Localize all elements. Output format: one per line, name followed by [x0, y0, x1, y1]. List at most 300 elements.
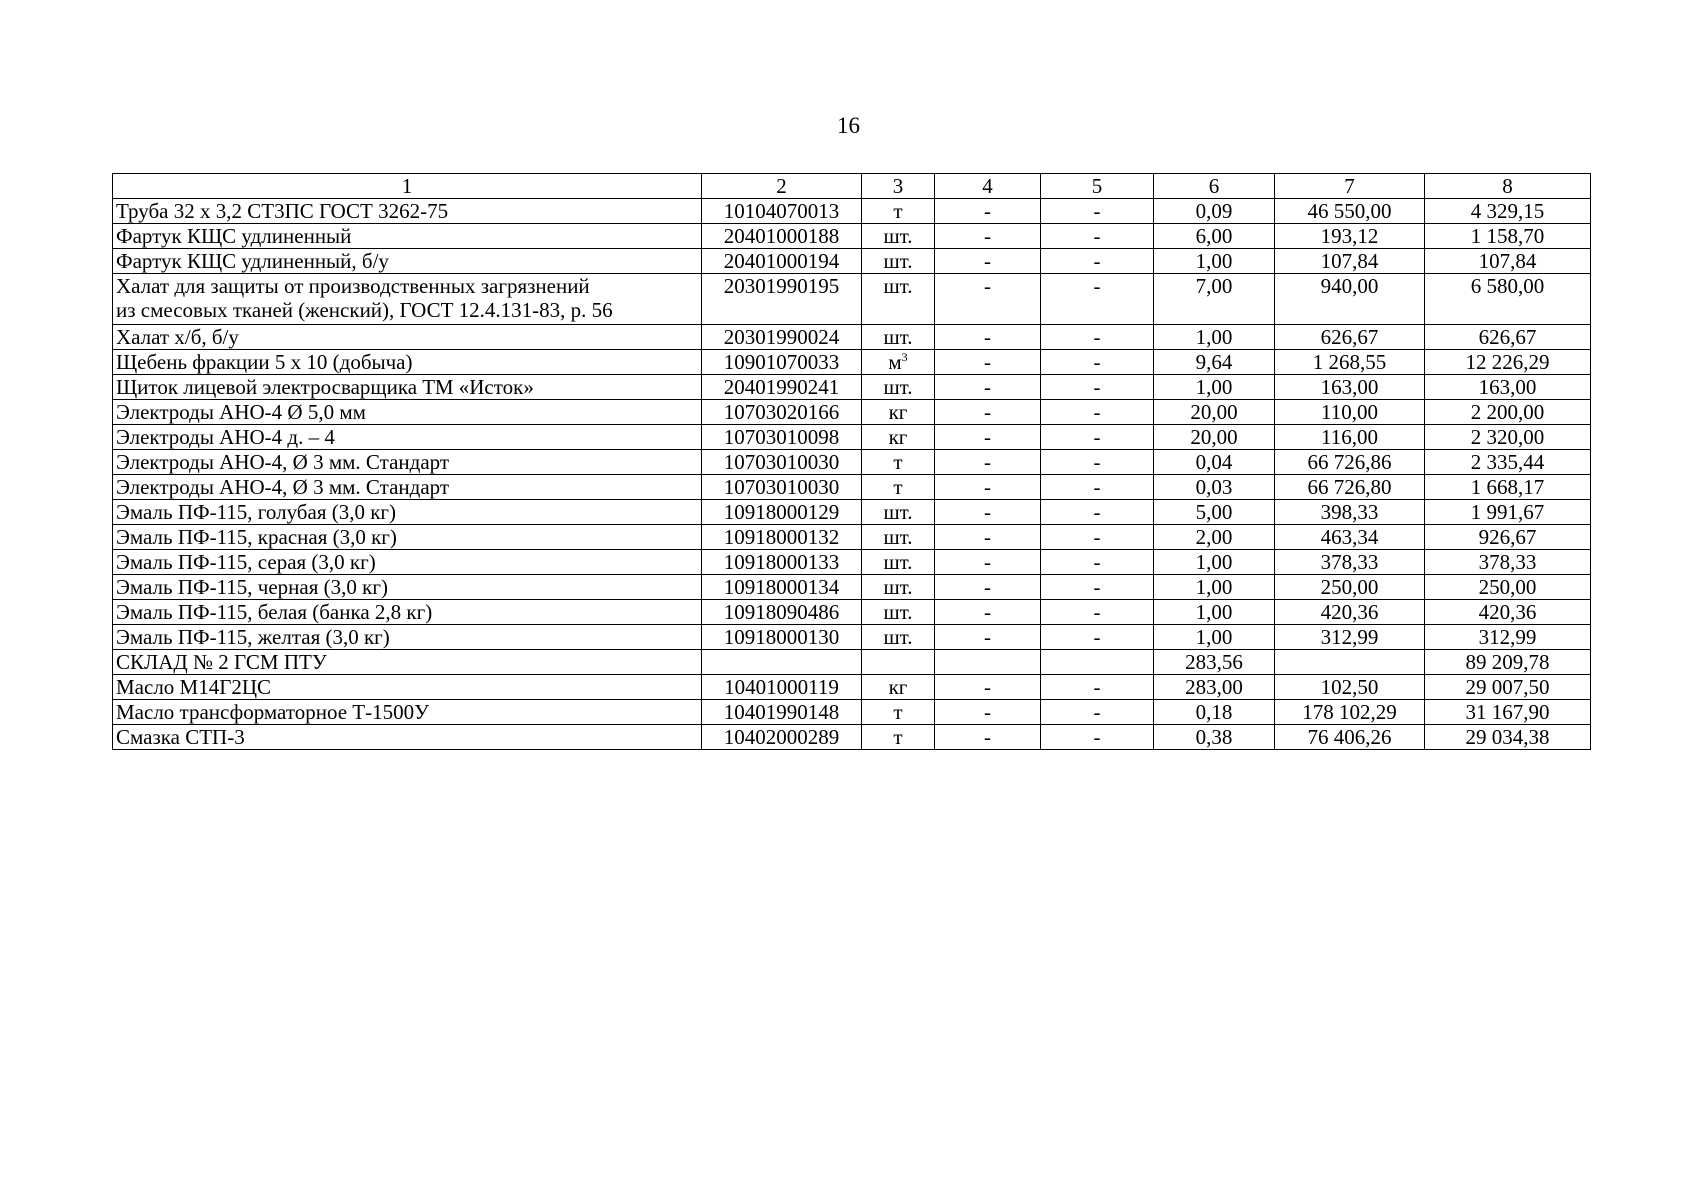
quantity-value: 9,64: [1195, 350, 1233, 374]
unit-cell: [862, 224, 935, 249]
sum-value: 12 226,29: [1465, 350, 1550, 374]
column-4-value: -: [984, 700, 991, 724]
column-5-cell: [1041, 650, 1154, 675]
column-4-value: -: [984, 600, 991, 624]
price-cell: [1275, 600, 1425, 625]
item-name: СКЛАД № 2 ГСМ ПТУ: [116, 650, 327, 674]
price-cell: [1275, 650, 1425, 675]
unit-cell: [862, 450, 935, 475]
item-code-cell: [702, 274, 862, 325]
price-cell: [1275, 450, 1425, 475]
price-cell: [1275, 725, 1425, 750]
quantity-cell: [1154, 400, 1275, 425]
column-4-cell: [935, 400, 1041, 425]
sum-cell: [1425, 525, 1591, 550]
column-4-value: -: [984, 575, 991, 599]
unit-cell: [862, 325, 935, 350]
unit-value: шт.: [883, 550, 913, 574]
column-4-cell: [935, 700, 1041, 725]
quantity-cell: [1154, 500, 1275, 525]
column-5-value: -: [1093, 475, 1101, 499]
sum-cell: [1425, 500, 1591, 525]
sum-value: 1 668,17: [1470, 475, 1545, 499]
column-5-cell: [1041, 575, 1154, 600]
column-4-cell: [935, 525, 1041, 550]
quantity-cell: [1154, 224, 1275, 249]
column-5-value: -: [1093, 625, 1101, 649]
unit-value: шт.: [883, 500, 913, 524]
unit-value: шт.: [883, 224, 913, 248]
quantity-value: 0,18: [1195, 700, 1233, 724]
column-4-cell: [935, 425, 1041, 450]
item-code-value: 10703010098: [723, 425, 840, 449]
column-5-value: -: [1093, 450, 1101, 474]
column-4-value: -: [984, 375, 991, 399]
sum-cell: [1425, 475, 1591, 500]
item-code-cell: [702, 550, 862, 575]
column-5-cell: [1041, 350, 1154, 375]
column-4-value: -: [984, 475, 991, 499]
quantity-cell: [1154, 525, 1275, 550]
sum-value: 29 007,50: [1465, 675, 1550, 699]
unit-superscript: 3: [901, 350, 908, 364]
column-5-cell: [1041, 249, 1154, 274]
column-5-value: -: [1093, 325, 1101, 349]
item-code-value: 20301990024: [723, 325, 840, 349]
item-name-cell: [113, 675, 702, 700]
column-5-value: -: [1093, 425, 1101, 449]
column-5-value: -: [1093, 224, 1101, 248]
unit-value: шт.: [883, 600, 913, 624]
unit-value: шт.: [883, 325, 913, 349]
table-body: [113, 199, 1591, 750]
item-name: Смазка СТП-3: [116, 725, 245, 749]
price-value: 116,00: [1321, 425, 1378, 449]
item-code-value: 10703020166: [723, 400, 840, 424]
item-name-cell: [113, 425, 702, 450]
column-header: 3: [862, 174, 935, 199]
column-5-cell: [1041, 625, 1154, 650]
price-value: 178 102,29: [1302, 700, 1397, 724]
sum-value: 2 335,44: [1470, 450, 1545, 474]
sum-cell: [1425, 700, 1591, 725]
sum-cell: [1425, 625, 1591, 650]
column-5-cell: [1041, 475, 1154, 500]
quantity-cell: [1154, 650, 1275, 675]
column-4-cell: [935, 475, 1041, 500]
quantity-value: 1,00: [1195, 600, 1233, 624]
column-5-cell: [1041, 450, 1154, 475]
unit-cell: [862, 550, 935, 575]
sum-cell: [1425, 725, 1591, 750]
price-value: 102,50: [1320, 675, 1379, 699]
price-value: 66 726,86: [1307, 450, 1392, 474]
sum-value: 1 991,67: [1470, 500, 1545, 524]
column-5-value: -: [1093, 249, 1101, 273]
column-5-cell: [1041, 325, 1154, 350]
item-code-value: 10703010030: [723, 450, 840, 474]
unit-value: шт.: [883, 249, 913, 273]
column-4-value: -: [984, 625, 991, 649]
item-code-value: 10918000133: [723, 550, 840, 574]
item-code-value: 20301990195: [723, 274, 840, 298]
unit-value: т: [893, 700, 903, 724]
quantity-cell: [1154, 475, 1275, 500]
unit-cell: [862, 725, 935, 750]
sum-value: 312,99: [1478, 625, 1537, 649]
item-name: Эмаль ПФ-115, черная (3,0 кг): [116, 575, 388, 599]
sum-cell: [1425, 249, 1591, 274]
unit-cell: [862, 500, 935, 525]
table-row: [113, 350, 1591, 375]
price-value: 1 268,55: [1312, 350, 1387, 374]
quantity-value: 0,03: [1195, 475, 1233, 499]
item-name: Халат х/б, б/у: [116, 325, 239, 349]
unit-value: шт.: [883, 525, 913, 549]
quantity-value: 2,00: [1195, 525, 1233, 549]
unit-cell: [862, 625, 935, 650]
unit-value: т: [893, 199, 903, 223]
item-name-cell: [113, 600, 702, 625]
price-cell: [1275, 675, 1425, 700]
column-5-value: -: [1093, 600, 1101, 624]
item-name-cell: [113, 274, 702, 325]
column-4-cell: [935, 249, 1041, 274]
sum-cell: [1425, 375, 1591, 400]
column-4-value: -: [984, 525, 991, 549]
quantity-value: 283,00: [1185, 675, 1243, 699]
item-code-cell: [702, 525, 862, 550]
price-cell: [1275, 500, 1425, 525]
sum-cell: [1425, 575, 1591, 600]
inventory-table: [112, 173, 1591, 750]
quantity-value: 0,04: [1195, 450, 1233, 474]
item-name-cell: [113, 325, 702, 350]
column-4-cell: [935, 375, 1041, 400]
price-value: 626,67: [1320, 325, 1379, 349]
column-4-cell: [935, 325, 1041, 350]
price-cell: [1275, 350, 1425, 375]
item-code-value: 10918000134: [723, 575, 840, 599]
column-4-value: -: [984, 675, 991, 699]
column-5-cell: [1041, 274, 1154, 325]
item-name: Труба 32 х 3,2 СТ3ПС ГОСТ 3262-75: [116, 199, 449, 223]
column-4-cell: [935, 550, 1041, 575]
column-5-value: -: [1093, 199, 1101, 223]
item-code-value: 20401000194: [723, 249, 840, 273]
column-4-cell: [935, 575, 1041, 600]
unit-cell: [862, 400, 935, 425]
price-cell: [1275, 625, 1425, 650]
column-4-value: -: [984, 325, 991, 349]
unit-cell: [862, 350, 935, 375]
item-name-cell: [113, 625, 702, 650]
column-number-row: [113, 174, 1591, 199]
price-cell: [1275, 525, 1425, 550]
item-name: Халат для защиты от производственных загрязнений: [116, 274, 590, 298]
table-row: [113, 625, 1591, 650]
item-code-value: 20401000188: [723, 224, 840, 248]
quantity-value: 1,00: [1195, 550, 1233, 574]
unit-cell: [862, 675, 935, 700]
price-value: 312,99: [1320, 625, 1379, 649]
quantity-cell: [1154, 375, 1275, 400]
column-4-value: -: [984, 224, 991, 248]
item-code-cell: [702, 224, 862, 249]
table-row: [113, 325, 1591, 350]
column-4-value: -: [984, 350, 991, 374]
sum-value: 163,00: [1478, 375, 1537, 399]
column-header: 4: [935, 174, 1041, 199]
column-5-cell: [1041, 600, 1154, 625]
column-4-value: -: [984, 550, 991, 574]
item-name-cell: [113, 525, 702, 550]
quantity-cell: [1154, 450, 1275, 475]
item-code-cell: [702, 475, 862, 500]
sum-value: 4 329,15: [1470, 199, 1545, 223]
price-value: 378,33: [1320, 550, 1379, 574]
price-value: 76 406,26: [1307, 725, 1392, 749]
unit-cell: [862, 600, 935, 625]
price-cell: [1275, 249, 1425, 274]
item-code-cell: [702, 425, 862, 450]
sum-value: 250,00: [1478, 575, 1537, 599]
sum-value: 107,84: [1478, 249, 1537, 273]
table-row: [113, 375, 1591, 400]
table-row: [113, 249, 1591, 274]
column-5-value: -: [1093, 500, 1101, 524]
column-4-value: -: [984, 425, 991, 449]
sum-value: 1 158,70: [1470, 224, 1545, 248]
unit-value: т: [893, 725, 903, 749]
table-row: [113, 675, 1591, 700]
price-cell: [1275, 375, 1425, 400]
unit-value: кг: [888, 400, 908, 424]
column-5-value: -: [1093, 350, 1101, 374]
item-code-cell: [702, 650, 862, 675]
sum-value: 89 209,78: [1465, 650, 1550, 674]
column-4-cell: [935, 199, 1041, 224]
item-name-cell: [113, 350, 702, 375]
column-4-cell: [935, 675, 1041, 700]
table-row: [113, 400, 1591, 425]
column-5-cell: [1041, 199, 1154, 224]
quantity-cell: [1154, 700, 1275, 725]
item-code-cell: [702, 575, 862, 600]
unit-cell: [862, 475, 935, 500]
price-value: 107,84: [1320, 249, 1379, 273]
price-cell: [1275, 224, 1425, 249]
table-row: [113, 450, 1591, 475]
sum-cell: [1425, 675, 1591, 700]
column-5-cell: [1041, 700, 1154, 725]
item-code-cell: [702, 450, 862, 475]
quantity-value: 283,56: [1185, 650, 1243, 674]
item-name: Эмаль ПФ-115, белая (банка 2,8 кг): [116, 600, 433, 624]
column-4-cell: [935, 500, 1041, 525]
quantity-cell: [1154, 675, 1275, 700]
table-row: [113, 650, 1591, 675]
quantity-value: 6,00: [1195, 224, 1233, 248]
column-5-value: -: [1093, 575, 1101, 599]
item-code-cell: [702, 725, 862, 750]
sum-value: 2 200,00: [1470, 400, 1545, 424]
price-value: 463,34: [1320, 525, 1379, 549]
page-number: 16: [837, 113, 860, 138]
item-code-cell: [702, 350, 862, 375]
price-value: 940,00: [1320, 274, 1379, 298]
item-code-cell: [702, 675, 862, 700]
table-row: [113, 500, 1591, 525]
unit-value: шт.: [883, 375, 913, 399]
column-4-cell: [935, 350, 1041, 375]
quantity-cell: [1154, 274, 1275, 325]
column-4-value: -: [984, 400, 991, 424]
quantity-cell: [1154, 625, 1275, 650]
item-name-cell: [113, 475, 702, 500]
sum-value: 2 320,00: [1470, 425, 1545, 449]
price-value: 46 550,00: [1307, 199, 1392, 223]
column-4-cell: [935, 600, 1041, 625]
column-4-value: -: [984, 249, 991, 273]
column-header: 7: [1275, 174, 1425, 199]
price-value: 163,00: [1320, 375, 1379, 399]
column-5-cell: [1041, 550, 1154, 575]
unit-cell: [862, 425, 935, 450]
unit-value: шт.: [883, 274, 913, 298]
price-cell: [1275, 700, 1425, 725]
column-4-cell: [935, 725, 1041, 750]
table-row: [113, 725, 1591, 750]
quantity-value: 5,00: [1195, 500, 1233, 524]
item-code-cell: [702, 700, 862, 725]
column-header: 1: [113, 174, 702, 199]
item-code-cell: [702, 400, 862, 425]
item-code-cell: [702, 249, 862, 274]
item-code-cell: [702, 199, 862, 224]
table-row: [113, 224, 1591, 249]
table-row: [113, 550, 1591, 575]
sum-value: 420,36: [1478, 600, 1537, 624]
item-code-value: 10401990148: [723, 700, 840, 724]
unit-cell: [862, 375, 935, 400]
item-code-cell: [702, 500, 862, 525]
sum-value: 31 167,90: [1465, 700, 1550, 724]
item-name: Эмаль ПФ-115, голубая (3,0 кг): [116, 500, 397, 524]
table-row: [113, 425, 1591, 450]
item-code-value: 20401990241: [723, 375, 840, 399]
item-name-cell: [113, 575, 702, 600]
item-name: Масло М14Г2ЦС: [116, 675, 272, 699]
column-4-value: -: [984, 450, 991, 474]
item-name: Масло трансформаторное Т-1500У: [116, 700, 429, 724]
unit-value: кг: [888, 425, 908, 449]
column-5-value: -: [1093, 375, 1101, 399]
unit-value: м: [888, 350, 902, 374]
item-name: Эмаль ПФ-115, серая (3,0 кг): [116, 550, 376, 574]
item-name-cell: [113, 725, 702, 750]
item-name-cell: [113, 550, 702, 575]
column-4-value: -: [984, 500, 991, 524]
item-name-cell: [113, 224, 702, 249]
item-code-cell: [702, 325, 862, 350]
sum-cell: [1425, 224, 1591, 249]
quantity-cell: [1154, 725, 1275, 750]
sum-cell: [1425, 425, 1591, 450]
column-4-cell: [935, 650, 1041, 675]
table-row: [113, 575, 1591, 600]
price-cell: [1275, 400, 1425, 425]
column-5-value: -: [1093, 700, 1101, 724]
sum-cell: [1425, 199, 1591, 224]
item-name-cell: [113, 450, 702, 475]
sum-cell: [1425, 600, 1591, 625]
sum-cell: [1425, 400, 1591, 425]
item-name-cell: [113, 199, 702, 224]
price-cell: [1275, 550, 1425, 575]
unit-value: т: [893, 475, 903, 499]
item-name: из смесовых тканей (женский), ГОСТ 12.4.131-83, р. 56: [116, 298, 613, 322]
quantity-value: 1,00: [1195, 625, 1233, 649]
column-4-value: -: [984, 199, 991, 223]
quantity-value: 20,00: [1190, 425, 1238, 449]
item-name: Эмаль ПФ-115, красная (3,0 кг): [116, 525, 397, 549]
quantity-value: 0,38: [1195, 725, 1233, 749]
unit-value: шт.: [883, 575, 913, 599]
quantity-value: 1,00: [1195, 375, 1233, 399]
column-5-value: -: [1093, 725, 1101, 749]
quantity-cell: [1154, 425, 1275, 450]
item-name: Электроды АНО-4, Ø 3 мм. Стандарт: [116, 450, 450, 474]
column-header: 2: [702, 174, 862, 199]
table-row: [113, 525, 1591, 550]
quantity-cell: [1154, 325, 1275, 350]
item-name: Электроды АНО-4 д. – 4: [116, 425, 335, 449]
item-name-cell: [113, 650, 702, 675]
sum-value: 626,67: [1478, 325, 1537, 349]
sum-value: 6 580,00: [1470, 274, 1545, 298]
column-5-cell: [1041, 675, 1154, 700]
item-name: Фартук КЩС удлиненный, б/у: [116, 249, 389, 273]
quantity-cell: [1154, 550, 1275, 575]
column-4-value: -: [984, 274, 991, 298]
column-5-cell: [1041, 400, 1154, 425]
column-5-value: -: [1093, 675, 1101, 699]
item-code-value: 10918090486: [723, 600, 840, 624]
price-cell: [1275, 274, 1425, 325]
quantity-value: 1,00: [1195, 249, 1233, 273]
price-value: 193,12: [1320, 224, 1379, 248]
unit-value: кг: [888, 675, 908, 699]
column-5-value: -: [1093, 525, 1101, 549]
item-name-cell: [113, 375, 702, 400]
price-cell: [1275, 475, 1425, 500]
item-code-value: 10901070033: [723, 350, 840, 374]
price-value: 398,33: [1320, 500, 1379, 524]
price-value: 110,00: [1321, 400, 1378, 424]
column-header: 5: [1041, 174, 1154, 199]
column-4-value: -: [984, 725, 991, 749]
item-name: Щебень фракции 5 х 10 (добыча): [116, 350, 413, 374]
sum-cell: [1425, 274, 1591, 325]
item-code-value: 10918000132: [723, 525, 840, 549]
column-5-cell: [1041, 725, 1154, 750]
unit-value: т: [893, 450, 903, 474]
sum-cell: [1425, 550, 1591, 575]
unit-cell: [862, 525, 935, 550]
item-code-cell: [702, 375, 862, 400]
sum-value: 29 034,38: [1465, 725, 1550, 749]
